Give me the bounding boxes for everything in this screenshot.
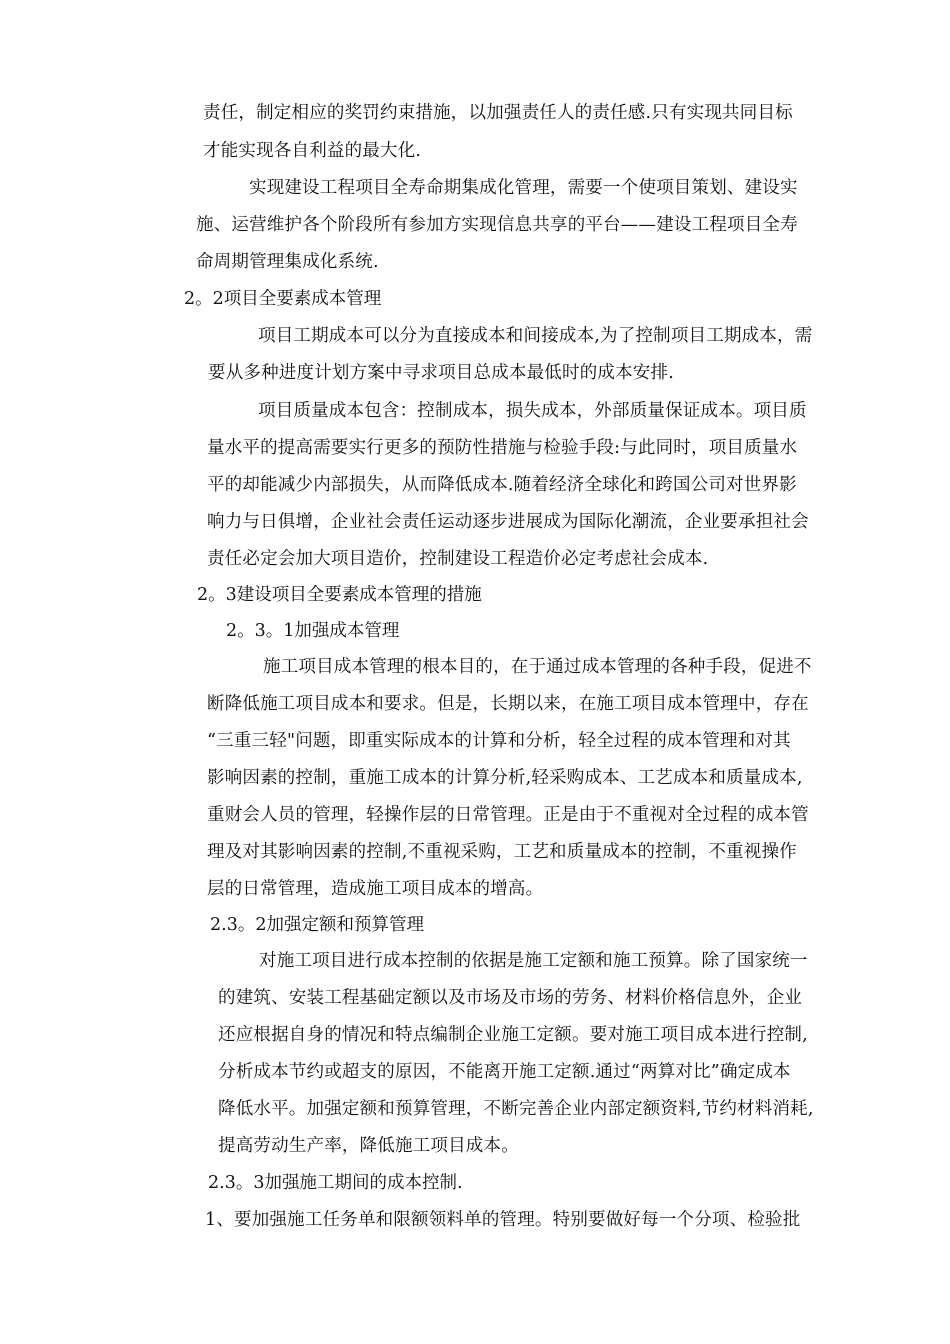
paragraph-line: 责任必定会加大项目造价，控制建设工程造价必定考虑社会成本. — [207, 549, 709, 569]
paragraph-line: 1、要加强施工任务单和限额领料单的管理。特别要做好每一个分项、检验批 — [205, 1210, 801, 1230]
paragraph-line: 层的日常管理，造成施工项目成本的增高。 — [207, 879, 544, 899]
paragraph-line: 施工项目成本管理的根本目的，在于通过成本管理的各种手段，促进不 — [263, 657, 812, 677]
paragraph-line: 平的却能减少内部损失，从而降低成本.随着经济全球化和跨国公司对世界影 — [207, 475, 797, 495]
paragraph-line: “三重三轻"问题，即重实际成本的计算和分析，轻全过程的成本管理和对其 — [207, 731, 791, 751]
paragraph-line: 责任，制定相应的奖罚约束措施，以加强责任人的责任感.只有实现共同目标 — [203, 103, 793, 123]
paragraph-line: 量水平的提高需要实行更多的预防性措施与检验手段:与此同时，项目质量水 — [207, 438, 798, 458]
section-heading-2-3-2: 2.3。2加强定额和预算管理 — [210, 915, 424, 935]
paragraph-line: 项目工期成本可以分为直接成本和间接成本,为了控制项目工期成本，需 — [258, 326, 813, 346]
paragraph-line: 断降低施工项目成本和要求。但是，长期以来，在施工项目成本管理中，存在 — [207, 694, 809, 714]
paragraph-line: 影响因素的控制，重施工成本的计算分析,轻采购成本、工艺成本和质量成本, — [207, 768, 803, 788]
paragraph-line: 重财会人员的管理，轻操作层的日常管理。正是由于不重视对全过程的成本管 — [207, 805, 809, 825]
section-heading-2-2: 2。2项目全要素成本管理 — [184, 289, 382, 309]
paragraph-line: 的建筑、安装工程基础定额以及市场及市场的劳务、材料价格信息外，企业 — [218, 988, 803, 1008]
paragraph-line: 响力与日俱增，企业社会责任运动逐步进展成为国际化潮流，企业要承担社会 — [207, 512, 809, 532]
paragraph-line: 要从多种进度计划方案中寻求项目总成本最低时的成本安排. — [208, 363, 674, 383]
paragraph-line: 实现建设工程项目全寿命期集成化管理，需要一个使项目策划、建设实 — [249, 178, 798, 198]
paragraph-line: 对施工项目进行成本控制的依据是施工定额和施工预算。除了国家统一 — [259, 951, 808, 971]
paragraph-line: 项目质量成本包含：控制成本，损失成本，外部质量保证成本。项目质 — [258, 401, 807, 421]
paragraph-line: 理及对其影响因素的控制,不重视采购，工艺和质量成本的控制，不重视操作 — [207, 842, 797, 862]
paragraph-line: 分析成本节约或超支的原因，不能离开施工定额.通过“两算对比”确定成本 — [218, 1062, 791, 1082]
section-heading-2-3-3: 2.3。3加强施工期间的成本控制. — [208, 1173, 463, 1193]
section-heading-2-3-1: 2。3。1加强成本管理 — [226, 621, 400, 641]
paragraph-line: 才能实现各自利益的最大化. — [203, 141, 422, 161]
paragraph-line: 降低水平。加强定额和预算管理，不断完善企业内部定额资料,节约材料消耗, — [218, 1099, 814, 1119]
paragraph-line: 施、运营维护各个阶段所有参加方实现信息共享的平台——建设工程项目全寿 — [196, 215, 798, 235]
paragraph-line: 还应根据自身的情况和特点编制企业施工定额。要对施工项目成本进行控制, — [218, 1025, 808, 1045]
section-heading-2-3: 2。3建设项目全要素成本管理的措施 — [197, 585, 482, 605]
paragraph-line: 提高劳动生产率，降低施工项目成本。 — [218, 1136, 519, 1156]
paragraph-line: 命周期管理集成化系统. — [196, 252, 379, 272]
